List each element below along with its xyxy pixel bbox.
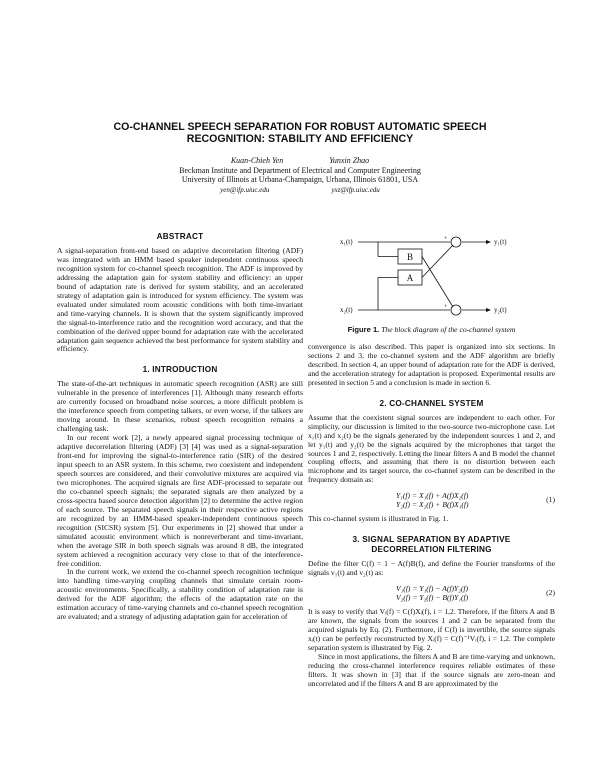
author-name-1: Kuan-Chieh Yen bbox=[230, 156, 284, 165]
box-a-label: A bbox=[406, 273, 414, 283]
author-names bbox=[40, 156, 560, 166]
equation-2-line-1: V₁(f) = Y₁(f) − A(f)Y₂(f) bbox=[396, 584, 469, 594]
b-to-y2-path bbox=[422, 257, 453, 308]
equation-2 bbox=[308, 584, 555, 602]
x2-label: x₂(t) bbox=[340, 306, 353, 314]
junction-1-plus: + bbox=[444, 236, 448, 242]
intro-paragraph-1: The state-of-the-art techniques in automatic speech recognition (ASR) are still vulnerable in the presence of interferences [1]. Although many research efforts are currently focused on broadband noise sources, a more difficult problem is the interference speech from competing talkers, or even worse, if the talkers are moving around. In these scenarios, robust speech recognition remains a challenging task. bbox=[57, 379, 303, 434]
equation-2-line-2: V₂(f) = Y₂(f) − B(f)Y₁(f) bbox=[396, 593, 469, 603]
figure-caption-label: Figure 1. bbox=[347, 325, 380, 334]
equation-1-line-1: Y₁(f) = X₁(f) + A(f)X₂(f) bbox=[396, 491, 469, 501]
right-intro-paragraph: convergence is also described. This paper is organized into six sections. In sections 2 and 3, the co-channel system and the ADF algorithm are briefly described. In section 4, an upper bound of adaptation rate for the ADF is derived, and the acceleration strategy for adaptation is proposed. Experimental results are presented in section 5 and a conclusion is made in section 6. bbox=[308, 341, 555, 387]
equation-1-number: (1) bbox=[546, 494, 555, 504]
abstract-heading: ABSTRACT bbox=[156, 232, 204, 241]
figure-caption-text: The block diagram of the co-channel system bbox=[381, 325, 516, 334]
block-diagram-figure bbox=[308, 232, 555, 322]
y2-label: y₂(t) bbox=[494, 306, 507, 314]
author-email-2: yxz@ifp.uiuc.edu bbox=[331, 185, 380, 194]
author-emails bbox=[40, 185, 560, 196]
separation-heading-line-1: 3. SIGNAL SEPARATION BY ADAPTIVE bbox=[352, 535, 511, 545]
equation-2-number: (2) bbox=[546, 587, 555, 597]
intro-paragraph-2: In our recent work [2], a newly appeared signal processing technique of adaptive decorrelation filtering (ADF) [3] [4] was used as a signal-separation front-end for improving the signal-to-interference ratio (SIR) of the desired input speech to an ASR system. In this scheme, two coexistent and independent speech sources are considered, and their convolutive mixtures are acquired via two microphones. The acquired signals are first ADF-processed to separate out the co-channel speech signals; the separated signals are then analyzed by a cross-spectra based source detection algorithm [2] to determine the active region of each source. The separated speech signals in their respective active regions are recognized by an HMM-based speaker-independent continuous speech recognition (SICSR) system [5]. Our experiments in [2] showed that under a simulated acoustic environment which is nonreverberant and time-invariant, when the average SIR in both speech signals was around 8 dB, the integrated system achieved a recognition accuracy very close to that of the interference-free condition. bbox=[57, 433, 303, 568]
x1-label: x₁(t) bbox=[340, 238, 353, 246]
separation-paragraph-1: Define the filter C(f) = 1 − A(f)B(f), and define the Fourier transforms of the signals v₁(t) and v₂(t) as: bbox=[308, 559, 555, 578]
left-column bbox=[57, 232, 303, 622]
paper-title bbox=[40, 121, 560, 145]
separation-paragraph-3: Since in most applications, the filters A and B are time-varying and unknown, reducing the cross-channel interference requires reliable estimates of these filters. It was shown in [3] that if the source signals are zero-mean and uncorrelated and if the filters A and B are approximated by the bbox=[308, 651, 555, 688]
author-name-2: Yunxin Zhao bbox=[329, 156, 370, 165]
co-channel-system-heading: 2. CO-CHANNEL SYSTEM bbox=[379, 398, 484, 408]
equation-1 bbox=[308, 491, 555, 509]
author-email-1: yen@ifp.uiuc.edu bbox=[220, 185, 270, 194]
figure-caption bbox=[308, 326, 555, 335]
abstract-text: A signal-separation front-end based on adaptive decorrelation filtering (ADF) was integrated with an HMM based speaker independent continuous speech recognition system for co-channel speech recognition. The ADF is improved by addressing the adaptation gain for system stability and efficiency: an upper bound of adaptation rate is derived for system stability, and an accelerated strategy of adaptation gain is introduced for system efficiency. The system was evaluated under simulated room acoustic conditions with both time-invariant and time-varying channels. It is shown that the system significantly improved the signal-to-interference ratio and the recognition word accuracy, and that the combination of the derived upper bound for adaptation rate with the accelerated adaptation gain sequence achieved the best performance for system stability and efficiency. bbox=[57, 246, 303, 354]
separation-heading bbox=[308, 535, 555, 555]
introduction-heading: 1. INTRODUCTION bbox=[142, 365, 218, 375]
block-diagram bbox=[308, 232, 555, 322]
affiliation-line-2: University of Illinois at Urbana-Champaign, Urbana, Illinois 61801, USA bbox=[181, 175, 419, 184]
box-b-label: B bbox=[406, 252, 414, 262]
affiliation-line-1: Beckman Institute and Department of Electrical and Computer Engineering bbox=[179, 165, 421, 175]
separation-paragraph-2: It is easy to verify that Vᵢ(f) = C(f)Xᵢ(f), i = 1,2. Therefore, if the filters A and B are known, the signals from the sources 1 and 2 can be separated from the acquired signals by Eq. (2). Furthermore, if C(f) is invertible, the source signals xᵢ(t) can be perfectly reconstructed by Xᵢ(f) = C(f)⁻¹Vᵢ(f), i = 1,2. The complete separation system is illustrated by Fig. 2. bbox=[308, 607, 555, 653]
right-column bbox=[308, 232, 555, 689]
author-block bbox=[40, 156, 560, 195]
co-channel-paragraph-1: Assume that the coexistent signal sources are independent to each other. For simplicity, our discussion is limited to the two-source two-microphone case. Let x₁(t) and x₂(t) be the signals generated by the independent sources 1 and 2, and let y₁(t) and y₂(t) be the signals acquired by the microphones that target the sources 1 and 2, respectively. Letting the linear filters A and B model the channel coupling effects, and assuming that there is no distortion between each microphone and its target source, the co-channel system can be described in the frequency domain as: bbox=[308, 412, 555, 485]
co-channel-paragraph-2: This co-channel system is illustrated in Fig. 1. bbox=[308, 514, 449, 524]
intro-paragraph-3: In the current work, we extend the co-channel speech recognition technique into handling time-varying coupling channels that simulate certain room-acoustic environments. Specifically, a stability condition of adaptation rate is derived for the ADF algorithm; the effects of the adaptation rate on the estimation accuracy of time-varying channels and co-channel speech recognition are evaluated; and a strategy of adjusting adaptation gain for acceleration of bbox=[57, 567, 303, 622]
equation-1-line-2: Y₂(f) = X₂(f) + B(f)X₁(f) bbox=[396, 500, 469, 510]
junction-2-plus: + bbox=[444, 304, 448, 310]
separation-heading-line-2: DECORRELATION FILTERING bbox=[371, 545, 492, 555]
title-line-1: CO-CHANNEL SPEECH SEPARATION FOR ROBUST AUTOMATIC SPEECH bbox=[113, 121, 487, 133]
a-to-y1-path bbox=[422, 245, 453, 278]
title-line-2: RECOGNITION: STABILITY AND EFFICIENCY bbox=[186, 133, 414, 145]
y1-label: y₁(t) bbox=[494, 238, 507, 246]
